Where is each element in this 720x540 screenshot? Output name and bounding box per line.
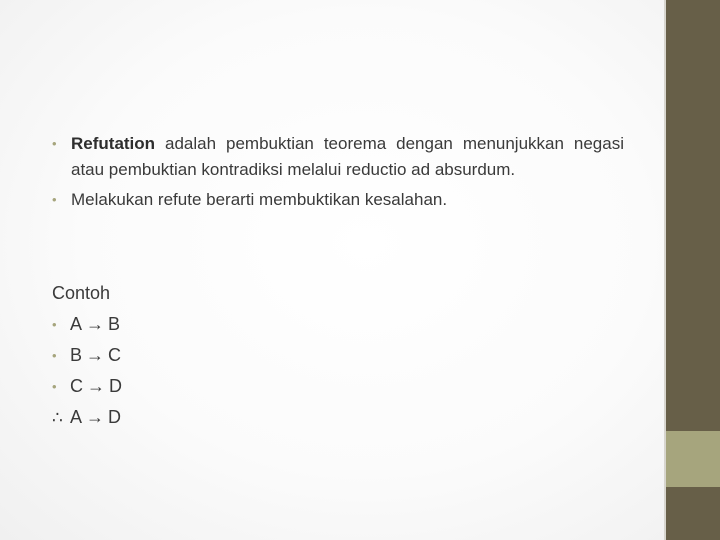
example-title: Contoh [52, 283, 111, 303]
premise-from: A [70, 314, 83, 334]
example-line [52, 371, 352, 402]
right-arrow-icon: → [86, 345, 105, 365]
bullet-item-refutation [52, 131, 624, 183]
example-line [52, 309, 352, 340]
refute-text: Melakukan refute berarti membuktikan kesalahan. [71, 190, 448, 209]
sidebar-accent-block [666, 431, 720, 487]
bullet-item-refute [52, 187, 624, 213]
premise-to: C [108, 345, 122, 365]
conclusion-line [52, 402, 352, 433]
premise-from: C [70, 376, 83, 396]
bullet-icon: • [52, 379, 57, 394]
right-arrow-icon: → [86, 314, 105, 334]
conclusion-from: A [70, 407, 83, 427]
bullet-icon: • [52, 136, 57, 151]
conclusion-to: D [108, 407, 122, 427]
premise-from: B [70, 345, 83, 365]
bullet-icon: • [52, 348, 57, 363]
bullet-list [52, 131, 624, 217]
bullet-icon: • [52, 317, 57, 332]
right-arrow-icon: → [87, 376, 105, 396]
example-block [52, 278, 352, 433]
example-line [52, 340, 352, 371]
definition-text: adalah pembuktian teorema dengan menunjukkan negasi atau pembuktian kontradiksi melalui reductio ad absurdum. [71, 134, 624, 179]
therefore-icon: ∴ [52, 408, 63, 427]
right-arrow-icon: → [86, 407, 105, 427]
term-refutation: Refutation [71, 134, 156, 153]
premise-to: B [108, 314, 121, 334]
bullet-icon: • [52, 192, 57, 207]
premise-to: D [109, 376, 122, 396]
